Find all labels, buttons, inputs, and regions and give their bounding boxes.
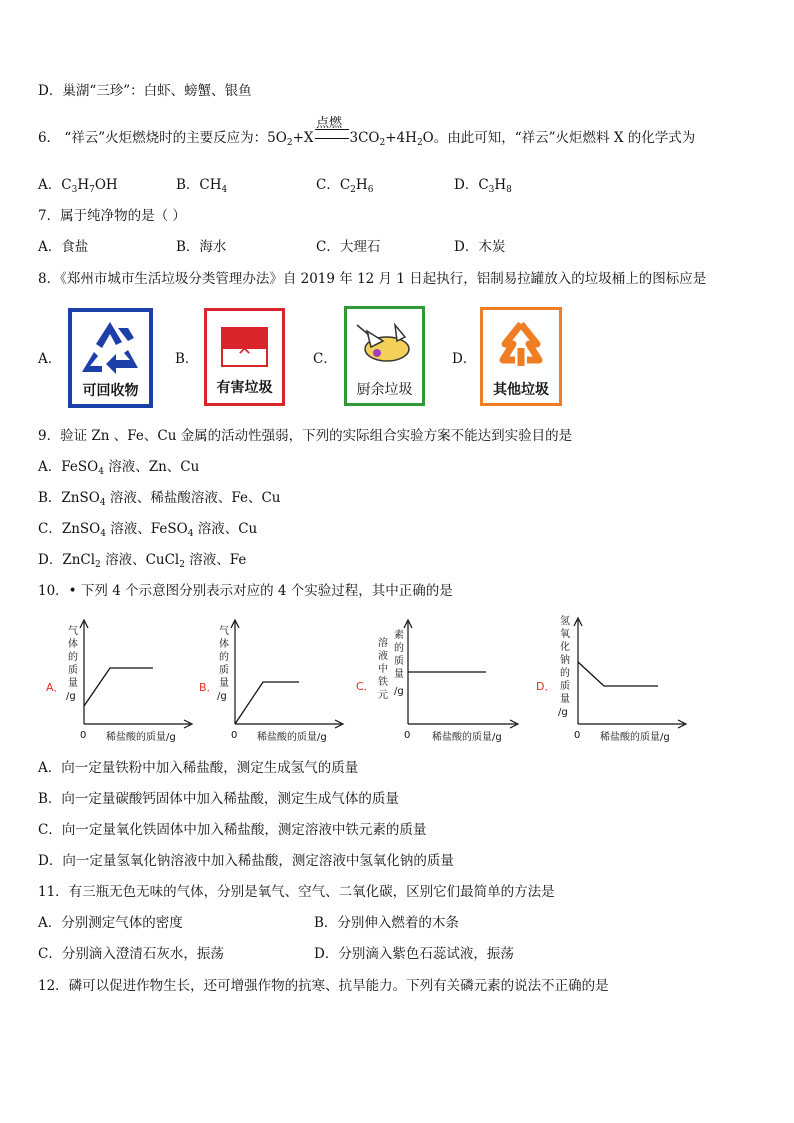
svg-text:量: 量 <box>394 669 404 680</box>
q10-option-b: B．向一定量碳酸钙固体中加入稀盐酸，测定生成气体的质量 <box>38 791 399 807</box>
svg-text:溶: 溶 <box>378 638 388 649</box>
q8-letter-d: D． <box>452 351 477 367</box>
svg-text:的: 的 <box>560 668 570 679</box>
svg-text:0: 0 <box>231 730 238 741</box>
svg-text:铁: 铁 <box>378 677 388 688</box>
q8-letter-b: B． <box>175 351 199 367</box>
graph-c <box>352 616 522 746</box>
bin-label-recyclable: 可回收物 <box>82 383 139 399</box>
svg-text:气: 气 <box>219 626 229 637</box>
graph-a <box>40 616 200 746</box>
svg-text:元: 元 <box>378 690 388 701</box>
svg-text:0: 0 <box>80 730 87 741</box>
svg-text:/g: /g <box>66 691 76 702</box>
q9-option-d: D．ZnCl$_2$ 溶液、CuCl$_2$ 溶液、Fe <box>38 552 247 570</box>
bin-label-kitchen: 厨余垃圾 <box>356 382 413 398</box>
svg-text:质: 质 <box>68 665 78 676</box>
svg-text:量: 量 <box>560 694 570 705</box>
q6-stem: 6． “祥云”火炬燃烧时的主要反应为：$5O_2+X$ $3CO_2+4H_2O$。由此可知，“祥云”火炬燃料 X 的化学式为 <box>38 130 696 148</box>
q6-option-b: B．$CH_4$ <box>176 177 228 195</box>
q11-option-b: B．分别伸入燃着的木条 <box>314 915 459 931</box>
hazardous-bin-icon <box>204 308 285 406</box>
q12-stem: 12．磷可以促进作物生长，还可增强作物的抗寒、抗旱能力。下列有关磷元素的说法不正确的是 <box>38 978 609 994</box>
svg-text:稀盐酸的质量/g: 稀盐酸的质量/g <box>600 732 670 743</box>
graph-d <box>530 612 698 746</box>
svg-text:0: 0 <box>404 730 411 741</box>
q9-stem: 9．验证 Zn 、Fe、Cu 金属的活动性强弱，下列的实际组合实验方案不能达到实验目的是 <box>38 428 573 444</box>
reaction-condition: 点燃 <box>316 116 343 131</box>
q7-stem: 7．属于纯净物的是（ ） <box>38 208 186 224</box>
q8-letter-c: C． <box>313 351 337 367</box>
q9-option-b: B．ZnSO$_4$ 溶液、稀盐酸溶液、Fe、Cu <box>38 490 281 508</box>
q7-option-c: C．大理石 <box>316 239 381 255</box>
svg-text:的: 的 <box>394 643 404 654</box>
q11-stem: 11．有三瓶无色无味的气体，分别是氧气、空气、二氧化碳，区别它们最简单的方法是 <box>38 884 555 900</box>
bin-label-other: 其他垃圾 <box>493 382 549 398</box>
q11-option-c: C．分别滴入澄清石灰水，振荡 <box>38 946 224 962</box>
q6-option-c: C．$C_2H_6$ <box>316 177 374 195</box>
svg-text:稀盐酸的质量/g: 稀盐酸的质量/g <box>257 732 327 743</box>
graph-c-letter: C． <box>356 680 375 693</box>
graph-b-letter: B． <box>199 681 218 694</box>
svg-text:素: 素 <box>394 630 404 641</box>
q10-option-a: A．向一定量铁粉中加入稀盐酸，测定生成氢气的质量 <box>38 760 359 776</box>
cross-icon: ✕ <box>237 339 253 360</box>
svg-text:体: 体 <box>219 639 229 650</box>
food-waste-icon <box>347 311 422 373</box>
svg-text:的: 的 <box>219 652 229 663</box>
bin-label-hazardous: 有害垃圾 <box>216 380 273 396</box>
svg-text:液: 液 <box>378 651 388 662</box>
q10-option-c: C．向一定量氧化铁固体中加入稀盐酸，测定溶液中铁元素的质量 <box>38 822 427 838</box>
svg-text:钠: 钠 <box>560 655 570 666</box>
q8-stem: 8．《郑州市城市生活垃圾分类管理办法》自 2019 年 12 月 1 日起执行，铝制易拉罐放入的垃圾桶上的图标应是 <box>38 271 707 287</box>
svg-text:/g: /g <box>558 707 568 718</box>
svg-text:/g: /g <box>394 686 404 697</box>
q11-option-a: A．分别测定气体的密度 <box>38 915 183 931</box>
svg-text:氢: 氢 <box>560 616 570 627</box>
svg-text:质: 质 <box>560 681 570 692</box>
svg-text:质: 质 <box>394 656 404 667</box>
other-waste-icon <box>483 314 559 378</box>
q7-option-d: D．木炭 <box>454 239 506 255</box>
graph-a-letter: A． <box>46 681 65 694</box>
recyclable-bin-icon <box>68 308 153 408</box>
svg-text:气: 气 <box>68 626 78 637</box>
q8-letter-a: A． <box>38 351 62 367</box>
recycle-icon <box>72 316 149 382</box>
q6-option-d: D．$C_3H_8$ <box>454 177 512 195</box>
q5-option-d: D．巢湖“三珍”：白虾、螃蟹、银鱼 <box>38 83 252 99</box>
svg-text:/g: /g <box>217 691 227 702</box>
svg-text:量: 量 <box>219 678 229 689</box>
q11-option-d: D．分别滴入紫色石蕊试液，振荡 <box>314 946 514 962</box>
svg-text:稀盐酸的质量/g: 稀盐酸的质量/g <box>106 732 176 743</box>
other-waste-bin-icon <box>480 307 562 406</box>
svg-text:0: 0 <box>574 730 581 741</box>
svg-text:的: 的 <box>68 652 78 663</box>
q10-stem: 10．• 下列 4 个示意图分别表示对应的 4 个实验过程，其中正确的是 <box>38 583 453 599</box>
kitchen-waste-bin-icon <box>344 306 425 406</box>
q9-option-c: C．ZnSO$_4$ 溶液、FeSO$_4$ 溶液、Cu <box>38 521 258 539</box>
svg-text:量: 量 <box>68 678 78 689</box>
svg-text:体: 体 <box>68 639 78 650</box>
q9-option-a: A．FeSO$_4$ 溶液、Zn、Cu <box>38 459 200 477</box>
svg-text:质: 质 <box>219 665 229 676</box>
svg-text:化: 化 <box>560 642 570 653</box>
q7-option-b: B．海水 <box>176 239 227 255</box>
q6-option-a: A．$C_3H_7OH$ <box>38 177 118 195</box>
q7-option-a: A．食盐 <box>38 239 89 255</box>
svg-text:中: 中 <box>378 664 388 675</box>
graph-d-letter: D． <box>536 680 556 693</box>
q10-option-d: D．向一定量氢氧化钠溶液中加入稀盐酸，测定溶液中氢氧化钠的质量 <box>38 853 454 869</box>
svg-text:氧: 氧 <box>560 629 570 640</box>
graph-b <box>195 616 355 746</box>
svg-text:稀盐酸的质量/g: 稀盐酸的质量/g <box>432 732 502 743</box>
